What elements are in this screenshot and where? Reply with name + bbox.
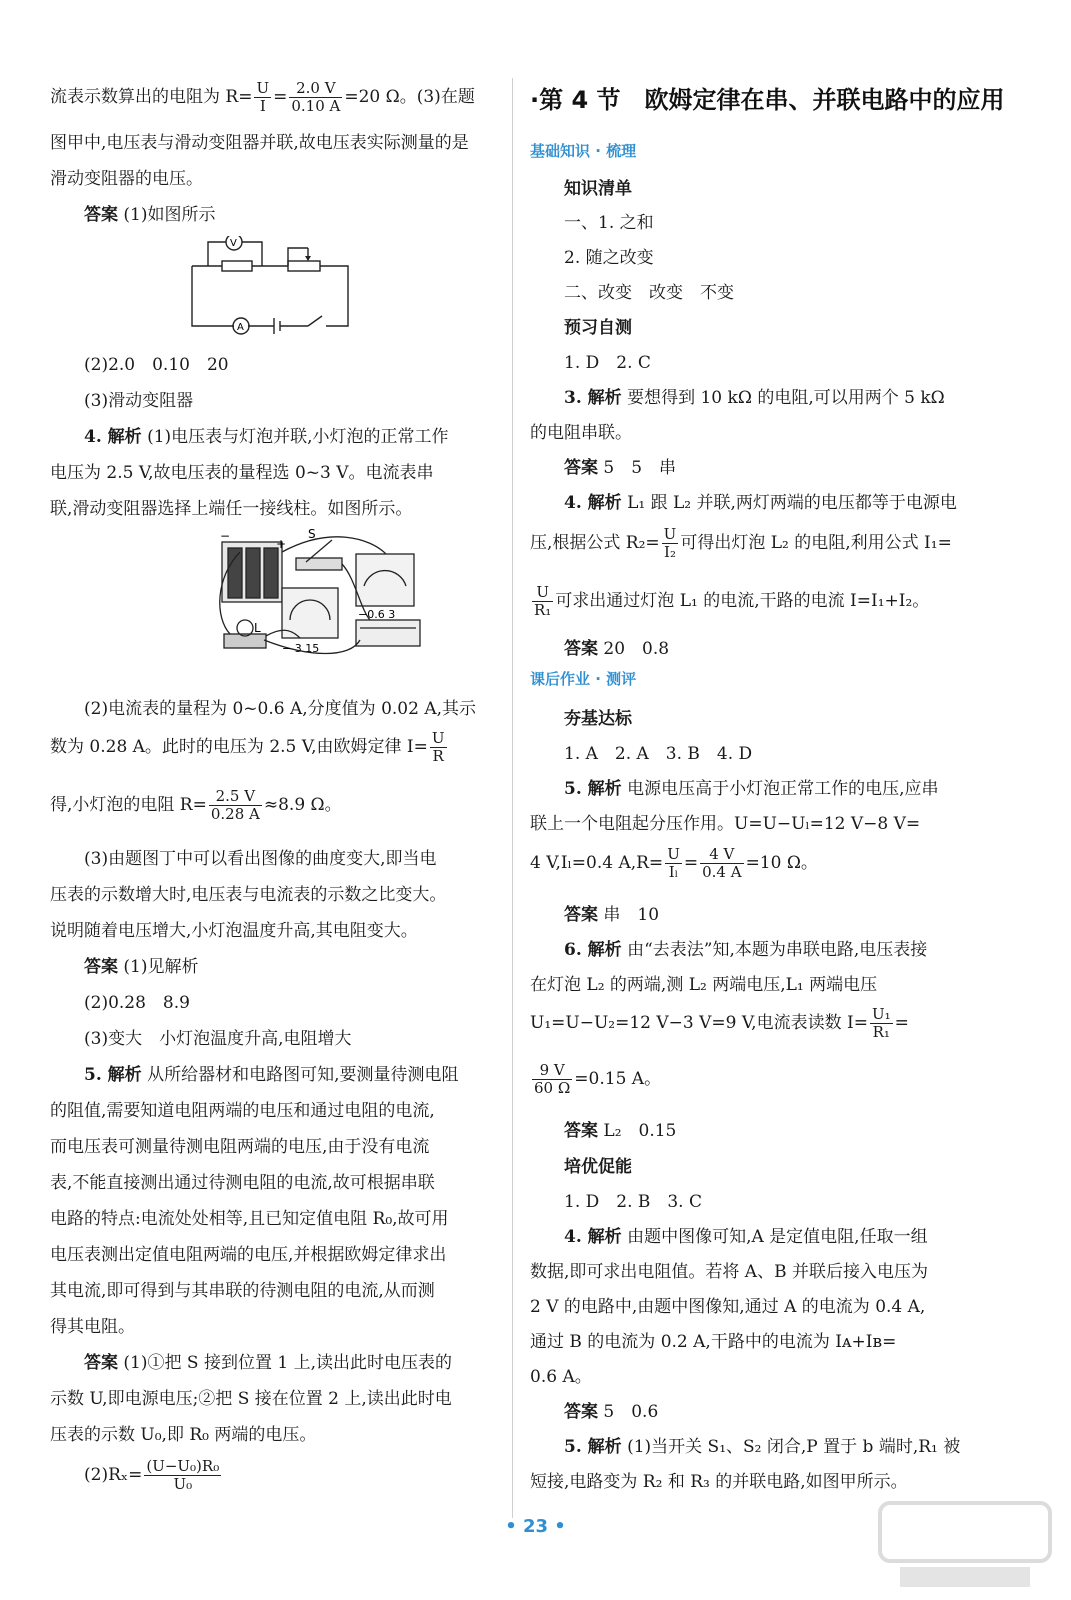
text-line: 图甲中,电压表与滑动变阻器并联,故电压表实际测量的是 xyxy=(50,133,469,153)
text-line xyxy=(530,774,938,799)
text-line: 压表的示数增大时,电压表与电流表的示数之比变大。 xyxy=(50,885,447,905)
numerator: U xyxy=(431,729,445,747)
text: ≈8.9 Ω。 xyxy=(263,795,342,815)
denominator: Iₗ xyxy=(668,863,679,881)
text-line xyxy=(530,846,818,881)
answer-line: (3)滑动变阻器 xyxy=(84,391,194,411)
text: = xyxy=(273,87,288,107)
subheading: 培优促能 xyxy=(564,1157,632,1177)
answer-line xyxy=(50,1348,452,1373)
text-line xyxy=(530,488,957,513)
denominator: R₁ xyxy=(872,1023,890,1041)
fraction xyxy=(532,1062,572,1097)
answer-label: 答案 xyxy=(564,458,598,478)
text-line: 电压表测出定值电阻两端的电压,并根据欧姆定律求出 xyxy=(50,1245,447,1265)
text-line xyxy=(530,1062,661,1097)
fraction xyxy=(665,846,682,881)
text-line: 示数 U,即电源电压;②把 S 接在位置 2 上,读出此时电 xyxy=(50,1389,452,1409)
text: 4 V,Iₗ=0.4 A,R= xyxy=(530,853,664,873)
numerator: U xyxy=(663,525,677,543)
text-line: 1. D 2. C xyxy=(564,353,651,373)
answer-line xyxy=(530,453,676,478)
text-line xyxy=(50,788,342,823)
text: 5 0.6 xyxy=(603,1402,659,1422)
text: 从所给器材和电路图可知,要测量待测电阻 xyxy=(147,1065,459,1085)
text-line: 表,不能直接测出通过待测电阻的电流,故可根据串联 xyxy=(50,1173,435,1193)
section-heading: 课后作业 · 测评 xyxy=(530,670,637,688)
section-heading: 基础知识 · 梳理 xyxy=(530,142,637,160)
switch-label: S xyxy=(308,528,316,541)
fraction xyxy=(700,846,743,881)
lamp-label: L xyxy=(254,621,261,635)
question-label: 6. 解析 xyxy=(564,940,622,960)
text-line xyxy=(530,584,929,619)
answer-line xyxy=(50,200,216,225)
text: =10 Ω。 xyxy=(745,853,818,873)
question-label: 4. 解析 xyxy=(564,493,622,513)
question-label: 4. 解析 xyxy=(564,1227,622,1247)
answer-line xyxy=(530,1116,676,1141)
text: (1)当开关 S₁、S₂ 闭合,P 置于 b 端时,R₁ 被 xyxy=(627,1437,961,1457)
answer-label: 答案 xyxy=(84,205,118,225)
watermark-logo xyxy=(870,1495,1060,1595)
numerator: 9 V xyxy=(532,1062,572,1080)
text-line xyxy=(530,1432,960,1457)
text: U₁=U−U₂=12 V−3 V=9 V,电流表读数 I= xyxy=(530,1013,868,1033)
subheading: 预习自测 xyxy=(564,318,632,338)
text-line: 的阻值,需要知道电阻两端的电压和通过电阻的电流, xyxy=(50,1101,435,1121)
subheading: 夯基达标 xyxy=(564,709,632,729)
text: (1)如图所示 xyxy=(123,205,216,225)
text-line xyxy=(530,935,927,960)
numerator: 2.5 V xyxy=(209,788,262,806)
text-line: 1. A 2. A 3. B 4. D xyxy=(564,744,753,764)
answer-line: (3)变大 小灯泡温度升高,电阻增大 xyxy=(84,1029,352,1049)
denominator: I xyxy=(259,97,266,115)
answer-line xyxy=(530,1397,658,1422)
text: 压,根据公式 R₂= xyxy=(530,533,660,553)
text-line: (2)电流表的量程为 0~0.6 A,分度值为 0.02 A,其示 xyxy=(84,699,477,719)
text: 得,小灯泡的电阻 R= xyxy=(50,795,207,815)
text-line: 0.6 A。 xyxy=(530,1367,592,1387)
text-line: 滑动变阻器的电压。 xyxy=(50,169,203,189)
denominator: 0.10 A xyxy=(291,97,341,115)
text-line: 通过 B 的电流为 0.2 A,干路中的电流为 Iᴀ+Iʙ= xyxy=(530,1332,897,1352)
text-line: 其电流,即可得到与其串联的待测电阻的电流,从而测 xyxy=(50,1281,435,1301)
text: L₂ 0.15 xyxy=(603,1121,677,1141)
text-line: 数据,即可求出电阻值。若将 A、B 并联后接入电压为 xyxy=(530,1262,928,1282)
minus-label: − xyxy=(220,529,231,543)
plus-label: + xyxy=(276,537,287,551)
voltmeter-range-label: − 3 15 xyxy=(282,642,320,655)
text: 由“去表法”知,本题为串联电路,电压表接 xyxy=(627,940,928,960)
denominator: 60 Ω xyxy=(534,1079,571,1097)
chapter-title: ·第 4 节 欧姆定律在串、并联电路中的应用 xyxy=(530,86,1005,114)
subheading: 知识清单 xyxy=(564,179,632,199)
answer-line xyxy=(530,900,659,925)
answer-label: 答案 xyxy=(564,1121,598,1141)
text-line xyxy=(50,1060,458,1085)
text-line: (3)由题图丁中可以看出图像的曲度变大,即当电 xyxy=(84,849,437,869)
answer-line xyxy=(530,634,669,659)
text-line: 二、改变 改变 不变 xyxy=(564,283,734,303)
text-line: 得其电阻。 xyxy=(50,1317,135,1337)
text: 由题中图像可知,A 是定值电阻,任取一组 xyxy=(627,1227,928,1247)
text: 20 0.8 xyxy=(603,639,670,659)
column-divider xyxy=(512,78,513,1518)
text: = xyxy=(683,853,699,873)
text: (2)Rₓ= xyxy=(84,1465,143,1485)
text-line: 说明随着电压增大,小灯泡温度升高,其电阻变大。 xyxy=(50,921,418,941)
text-line: 一、1. 之和 xyxy=(564,213,654,233)
numerator: U xyxy=(667,845,680,863)
fraction xyxy=(870,1006,893,1041)
answer-label: 答案 xyxy=(84,957,118,977)
numerator: U xyxy=(256,79,270,97)
answer-label: 答案 xyxy=(564,1402,598,1422)
fraction xyxy=(662,526,679,561)
denominator: R₁ xyxy=(534,601,552,619)
text: 要想得到 10 kΩ 的电阻,可以用两个 5 kΩ xyxy=(627,388,945,408)
text: 可得出灯泡 L₂ 的电阻,利用公式 I₁= xyxy=(680,533,952,553)
apparatus-illustration xyxy=(210,528,430,668)
denominator: 0.28 A xyxy=(210,805,260,823)
text-line: 电压为 2.5 V,故电压表的量程选 0~3 V。电流表串 xyxy=(50,463,434,483)
text: 电源电压高于小灯泡正常工作的电压,应串 xyxy=(627,779,939,799)
answer-line: (2)0.28 8.9 xyxy=(84,993,190,1013)
text-line xyxy=(530,526,952,561)
numerator: U₁ xyxy=(871,1005,891,1023)
question-label: 5. 解析 xyxy=(84,1065,142,1085)
text-line: 短接,电路变为 R₂ 和 R₃ 的并联电路,如图甲所示。 xyxy=(530,1472,908,1492)
text-line xyxy=(530,1222,928,1247)
text-line xyxy=(530,383,945,408)
fraction xyxy=(144,1458,221,1493)
denominator: 0.4 A xyxy=(702,863,742,881)
numerator: U xyxy=(532,584,553,602)
text: =0.15 A。 xyxy=(574,1069,662,1089)
text: =20 Ω。(3)在题 xyxy=(344,87,475,107)
denominator: U₀ xyxy=(173,1475,193,1493)
text-line: 电路的特点:电流处处相等,且已知定值电阻 R₀,故可用 xyxy=(50,1209,449,1229)
text: (1)①把 S 接到位置 1 上,读出此时电压表的 xyxy=(123,1353,452,1373)
text: 流表示数算出的电阻为 R= xyxy=(50,87,253,107)
answer-line xyxy=(50,952,199,977)
text: 可求出通过灯泡 L₁ 的电流,干路的电流 I=I₁+I₂。 xyxy=(555,591,930,611)
text: 数为 0.28 A。此时的电压为 2.5 V,由欧姆定律 I= xyxy=(50,737,428,757)
fraction xyxy=(254,80,271,115)
denominator: R xyxy=(432,747,444,765)
text-line xyxy=(50,422,449,447)
text: 串 10 xyxy=(603,905,660,925)
text-line: 而电压表可测量待测电阻两端的电压,由于没有电流 xyxy=(50,1137,430,1157)
text: (1)电压表与灯泡并联,小灯泡的正常工作 xyxy=(147,427,449,447)
text: = xyxy=(894,1013,909,1033)
text-line: 2. 随之改变 xyxy=(564,248,654,268)
question-label: 4. 解析 xyxy=(84,427,142,447)
text: L₁ 跟 L₂ 并联,两灯两端的电压都等于电源电 xyxy=(627,493,957,513)
question-label: 3. 解析 xyxy=(564,388,622,408)
numerator: (U−U₀)R₀ xyxy=(146,1457,220,1475)
denominator: I₂ xyxy=(664,543,676,561)
numerator: 4 V xyxy=(700,846,743,864)
ammeter-range-label: −0.6 3 xyxy=(358,608,396,621)
numerator: 2.0 V xyxy=(289,80,342,98)
text-line: 压表的示数 U₀,即 R₀ 两端的电压。 xyxy=(50,1425,317,1445)
text-line xyxy=(50,730,449,765)
answer-label: 答案 xyxy=(564,905,598,925)
text-line: 1. D 2. B 3. C xyxy=(564,1192,703,1212)
circuit-diagram xyxy=(188,236,358,336)
text-line: 联上一个电阻起分压作用。U=U−Uₗ=12 V−8 V= xyxy=(530,814,921,834)
answer-label: 答案 xyxy=(564,639,598,659)
question-label: 5. 解析 xyxy=(564,1437,622,1457)
voltmeter-label: V xyxy=(230,238,237,249)
fraction xyxy=(289,80,342,115)
answer-line: (2)2.0 0.10 20 xyxy=(84,355,229,375)
text: 5 5 串 xyxy=(603,458,677,478)
fraction xyxy=(430,730,447,765)
text-line xyxy=(530,1006,909,1041)
page-number: • 23 • xyxy=(505,1516,566,1537)
ammeter-label: A xyxy=(237,322,244,333)
text-line: 联,滑动变阻器选择上端任一接线柱。如图所示。 xyxy=(50,499,413,519)
text-line xyxy=(50,80,475,115)
fraction xyxy=(209,788,262,823)
answer-line xyxy=(50,1458,223,1493)
text: (1)见解析 xyxy=(123,957,199,977)
question-label: 5. 解析 xyxy=(564,779,622,799)
text-line: 的电阻串联。 xyxy=(530,423,632,443)
text-line: 在灯泡 L₂ 的两端,测 L₂ 两端电压,L₁ 两端电压 xyxy=(530,975,878,995)
text-line: 2 V 的电路中,由题中图像知,通过 A 的电流为 0.4 A, xyxy=(530,1297,926,1317)
answer-label: 答案 xyxy=(84,1353,118,1373)
slider-arrow-icon xyxy=(305,256,311,261)
fraction xyxy=(532,584,553,619)
